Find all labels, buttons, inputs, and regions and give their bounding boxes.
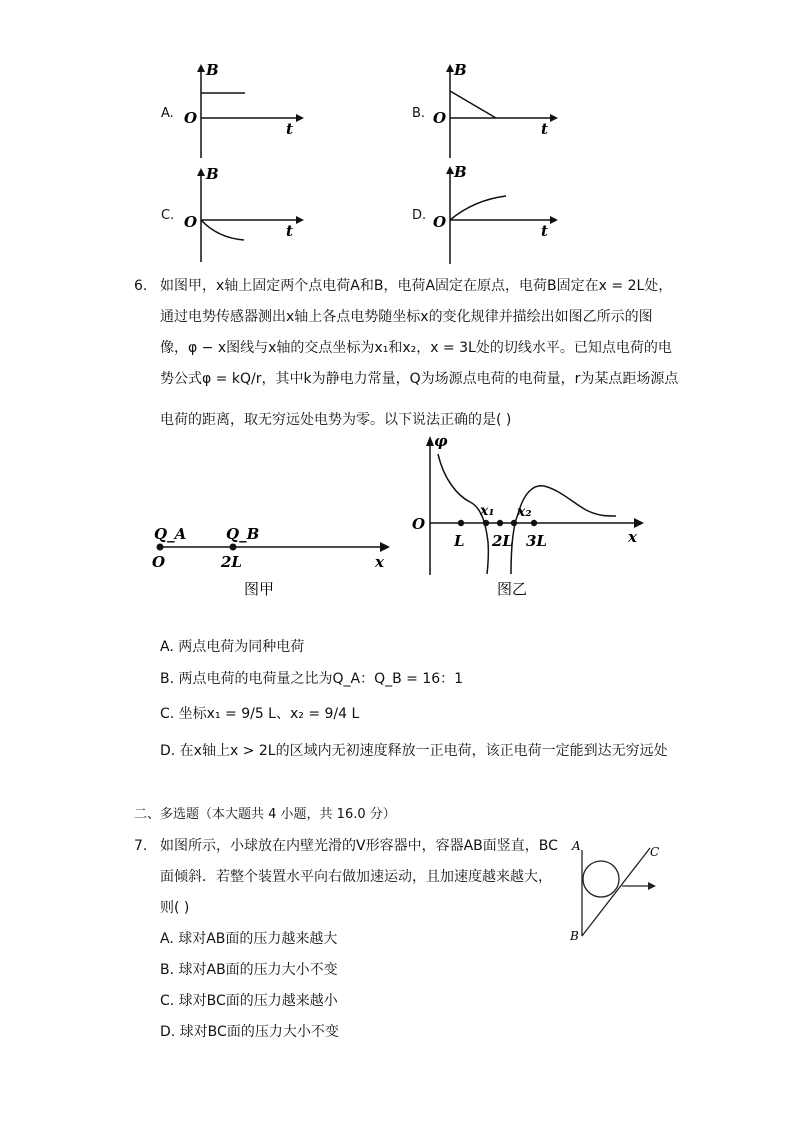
option-c-label: C. xyxy=(161,208,175,223)
option-c[interactable]: C. 球对BC面的压力越来越小 xyxy=(160,993,338,1009)
caption-jia: 图甲 xyxy=(244,580,275,598)
origin-o: O xyxy=(433,213,447,231)
charge-b-dot xyxy=(230,544,237,551)
axis-x: x xyxy=(375,553,384,571)
point-3l xyxy=(531,520,537,526)
question-text-line: 面倾斜．若整个装置水平向右做加速运动，且加速度越来越大， xyxy=(160,869,552,885)
axis-phi: φ xyxy=(434,432,448,450)
question-text-line: 如图甲，x轴上固定两个点电荷A和B，电荷A固定在原点，电荷B固定在x = 2L处， xyxy=(160,278,673,294)
label-x2: x₂ xyxy=(517,504,532,520)
label-b: B xyxy=(570,929,579,943)
option-a[interactable]: A. 两点电荷为同种电荷 xyxy=(160,639,305,655)
label-2l: 2L xyxy=(221,553,242,571)
option-a[interactable]: A. 球对AB面的压力越来越大 xyxy=(160,931,338,947)
question-number: 6. xyxy=(134,278,148,294)
label-x1: x₁ xyxy=(480,503,495,519)
axis-t: t xyxy=(541,120,548,138)
caption-yi: 图乙 xyxy=(497,580,528,598)
option-d[interactable]: D. 球对BC面的压力大小不变 xyxy=(160,1024,339,1040)
option-d[interactable]: D. 在x轴上x > 2L的区域内无初速度释放一正电荷，该正电荷一定能到达无穷远处 xyxy=(160,743,668,759)
section-title: 二、多选题（本大题共 4 小题，共 16.0 分） xyxy=(134,807,396,822)
question-text-line: 电荷的距离，取无穷远处电势为零。以下说法正确的是( ) xyxy=(160,412,512,428)
question-text-line: 通过电势传感器测出x轴上各点电势随坐标x的变化规律并描绘出如图乙所示的图 xyxy=(160,309,653,325)
question-text-line: 势公式φ = kQ/r，其中k为静电力常量，Q为场源点电荷的电荷量，r为某点距场源点 xyxy=(160,371,679,387)
axis-t: t xyxy=(541,222,548,240)
label-c: C xyxy=(650,845,660,859)
question-text-line: 则( ) xyxy=(160,900,190,916)
figure-yi xyxy=(400,430,650,605)
label-3l: 3L xyxy=(526,532,547,550)
option-b-graph xyxy=(430,58,560,168)
figure-jia xyxy=(148,520,398,605)
axis-b: B xyxy=(454,61,467,79)
question-number: 7. xyxy=(134,838,148,854)
point-x1 xyxy=(483,520,489,526)
origin-o: O xyxy=(184,213,198,231)
point-x2 xyxy=(511,520,517,526)
origin-o: O xyxy=(412,515,426,533)
axis-b: B xyxy=(206,61,219,79)
axis-b: B xyxy=(206,165,219,183)
axis-x: x xyxy=(628,528,637,546)
question-text-line: 如图所示，小球放在内壁光滑的V形容器中，容器AB面竖直，BC xyxy=(160,838,558,854)
option-b-label: B. xyxy=(412,106,426,121)
label-2l: 2L xyxy=(492,532,513,550)
origin-o: O xyxy=(152,553,166,571)
option-c[interactable]: C. 坐标x₁ = 9/5 L、x₂ = 9/4 L xyxy=(160,706,360,722)
ball xyxy=(583,861,619,897)
question-text-line: 像，φ − x图线与x轴的交点坐标为x₁和x₂，x = 3L处的切线水平。已知点电荷的电 xyxy=(160,340,672,356)
point-2l xyxy=(497,520,503,526)
point-l xyxy=(458,520,464,526)
option-c-graph xyxy=(180,162,305,267)
option-b[interactable]: B. 两点电荷的电荷量之比为Q_A：Q_B = 16：1 xyxy=(160,671,464,687)
v-container-figure xyxy=(566,836,666,946)
origin-o: O xyxy=(184,109,198,127)
label-qa: Q_A xyxy=(154,525,187,543)
label-l: L xyxy=(454,532,465,550)
axis-t: t xyxy=(286,222,293,240)
axis-t: t xyxy=(286,120,293,138)
option-d-label: D. xyxy=(412,208,427,223)
option-a-label: A. xyxy=(161,106,174,121)
label-a: A xyxy=(572,839,581,853)
option-b[interactable]: B. 球对AB面的压力大小不变 xyxy=(160,962,338,978)
charge-a-dot xyxy=(157,544,164,551)
option-d-graph xyxy=(430,160,560,268)
label-qb: Q_B xyxy=(226,525,260,543)
axis-b: B xyxy=(454,163,467,181)
option-a-graph xyxy=(180,58,305,168)
origin-o: O xyxy=(433,109,447,127)
